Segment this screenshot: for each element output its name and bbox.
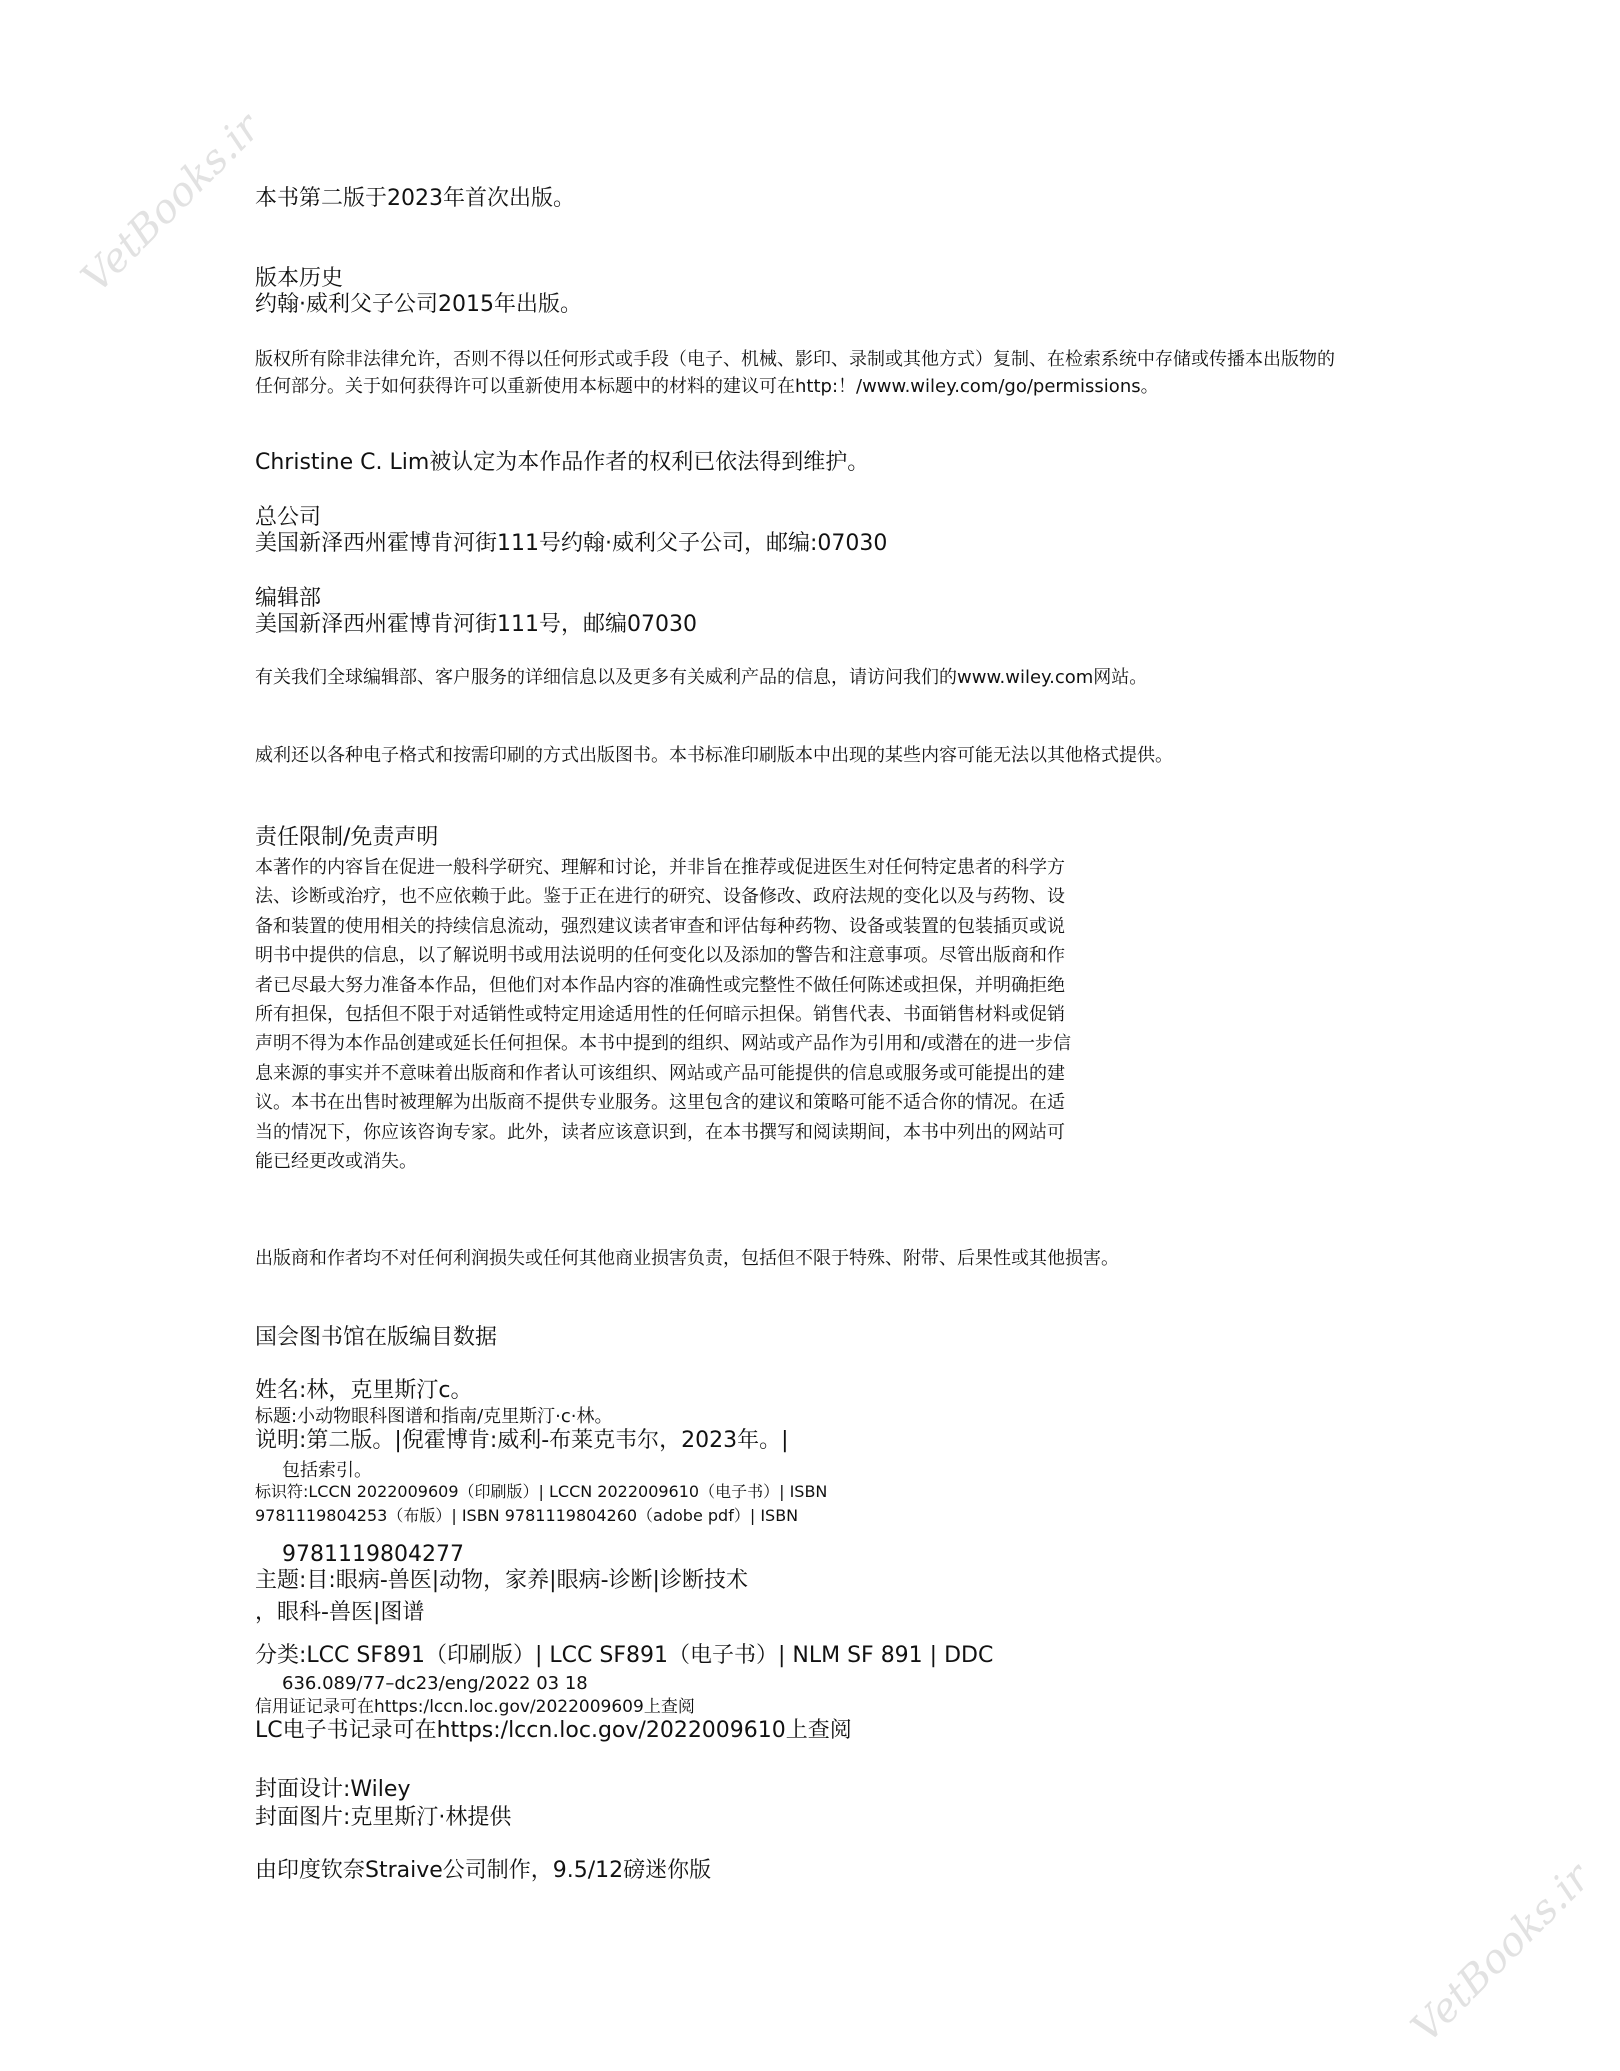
cip-identifiers-3: 9781119804277 bbox=[282, 1542, 464, 1567]
cip-classification-1: 分类:LCC SF891（印刷版）| LCC SF891（电子书）| NLM SF 891 | DDC bbox=[255, 1643, 994, 1668]
disclaimer-line: 能已经更改或消失。 bbox=[255, 1151, 417, 1173]
cip-classification-2: 636.089/77–dc23/eng/2022 03 18 bbox=[282, 1673, 588, 1694]
cip-subjects-2: ，眼科-兽医|图谱 bbox=[255, 1600, 425, 1625]
cip-description: 说明:第二版。|倪霍博肯:威利-布莱克韦尔，2023年。| bbox=[255, 1428, 789, 1453]
history-heading: 版本历史 bbox=[255, 266, 344, 291]
disclaimer-line: 议。本书在出售时被理解为出版商不提供专业服务。这里包含的建议和策略可能不适合你的情况。在适 bbox=[255, 1092, 1065, 1114]
cip-lc-ebook-record: LC电子书记录可在https:/lccn.loc.gov/2022009610上查阅 bbox=[255, 1718, 852, 1743]
head-office-heading: 总公司 bbox=[255, 505, 322, 530]
cip-identifiers-1: 标识符:LCCN 2022009609（印刷版）| LCCN 2022009610（电子书）| ISBN bbox=[255, 1482, 828, 1501]
disclaimer-line: 本著作的内容旨在促进一般科学研究、理解和讨论，并非旨在推荐或促进医生对任何特定患者的科学方 bbox=[255, 857, 1065, 878]
cip-name: 姓名:林，克里斯汀c。 bbox=[255, 1378, 473, 1403]
disclaimer-line: 法、诊断或治疗，也不应依赖于此。鉴于正在进行的研究、设备修改、政府法规的变化以及与药物、设 bbox=[255, 886, 1065, 908]
disclaimer-line: 声明不得为本作品创建或延长任何担保。本书中提到的组织、网站或产品作为引用和/或潜在的进一步信 bbox=[255, 1033, 1072, 1055]
cover-image: 封面图片:克里斯汀·林提供 bbox=[255, 1805, 512, 1830]
cip-index: 包括索引。 bbox=[282, 1460, 372, 1481]
global-info: 有关我们全球编辑部、客户服务的详细信息以及更多有关威利产品的信息，请访问我们的www.wiley.com网站。 bbox=[255, 667, 1148, 688]
cip-title: 标题:小动物眼科图谱和指南/克里斯汀·c·林。 bbox=[255, 1406, 613, 1427]
production-note: 由印度钦奈Straive公司制作，9.5/12磅迷你版 bbox=[255, 1858, 712, 1883]
edition-note: 本书第二版于2023年首次出版。 bbox=[255, 186, 575, 211]
disclaimer-line: 者已尽最大努力准备本作品，但他们对本作品内容的准确性或完整性不做任何陈述或担保，并明确拒绝 bbox=[255, 974, 1065, 996]
disclaimer-line: 明书中提供的信息，以了解说明书或用法说明的任何变化以及添加的警告和注意事项。尽管出版商和作 bbox=[255, 945, 1065, 967]
editorial-office-address: 美国新泽西州霍博肯河街111号，邮编07030 bbox=[255, 612, 697, 637]
cover-design: 封面设计:Wiley bbox=[255, 1777, 411, 1802]
editorial-office-heading: 编辑部 bbox=[255, 586, 322, 611]
cip-identifiers-2: 9781119804253（布版）| ISBN 9781119804260（adobe pdf）| ISBN bbox=[255, 1506, 799, 1525]
rights-notice: 版权所有除非法律允许，否则不得以任何形式或手段（电子、机械、影印、录制或其他方式）复制、在检索系统中存储或传播本出版物的任何部分。关于如何获得许可以重新使用本标题中的材料的建议可在http:！/www.wiley.com/go/permissions。 bbox=[255, 349, 1335, 397]
disclaimer-line: 所有担保，包括但不限于对适销性或特定用途适用性的任何暗示担保。销售代表、书面销售材料或促销 bbox=[255, 1004, 1065, 1026]
cip-heading: 国会图书馆在版编目数据 bbox=[255, 1325, 498, 1350]
history-text: 约翰·威利父子公司2015年出版。 bbox=[255, 292, 582, 317]
liability-note: 出版商和作者均不对任何利润损失或任何其他商业损害负责，包括但不限于特殊、附带、后果性或其他损害。 bbox=[255, 1248, 1119, 1269]
disclaimer-line: 备和装置的使用相关的持续信息流动，强烈建议读者审查和评估每种药物、设备或装置的包装插页或说 bbox=[255, 915, 1065, 937]
head-office-address: 美国新泽西州霍博肯河街111号约翰·威利父子公司，邮编:07030 bbox=[255, 531, 888, 556]
cip-lc-record: 信用证记录可在https:/lccn.loc.gov/2022009609上查阅 bbox=[255, 1697, 695, 1717]
author-rights: Christine C. Lim被认定为本作品作者的权利已依法得到维护。 bbox=[255, 450, 870, 475]
disclaimer-body bbox=[255, 853, 1365, 1176]
disclaimer-line: 息来源的事实并不意味着出版商和作者认可该组织、网站或产品可能提供的信息或服务或可能提出的建 bbox=[255, 1062, 1065, 1084]
watermark-top: VetBooks.ir bbox=[72, 104, 270, 302]
watermark-bottom: VetBooks.ir bbox=[1402, 1854, 1600, 2052]
disclaimer-heading: 责任限制/免责声明 bbox=[255, 825, 439, 850]
cip-subjects-1: 主题:目:眼病-兽医|动物，家养|眼病-诊断|诊断技术 bbox=[255, 1568, 748, 1593]
formats-note: 威利还以各种电子格式和按需印刷的方式出版图书。本书标准印刷版本中出现的某些内容可能无法以其他格式提供。 bbox=[255, 745, 1173, 766]
disclaimer-line: 当的情况下，你应该咨询专家。此外，读者应该意识到，在本书撰写和阅读期间，本书中列出的网站可 bbox=[255, 1121, 1065, 1143]
